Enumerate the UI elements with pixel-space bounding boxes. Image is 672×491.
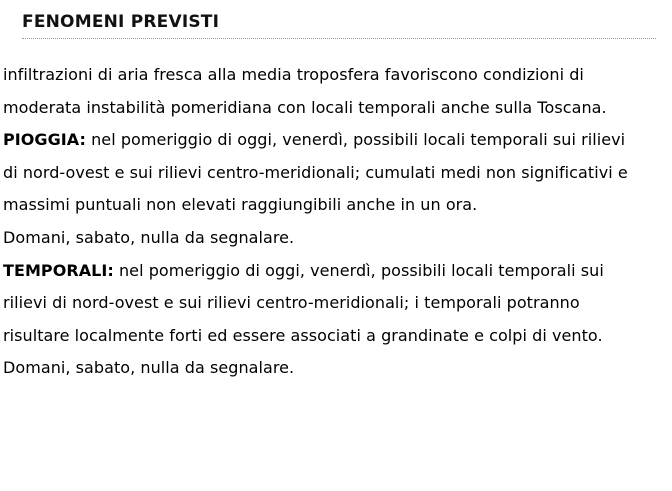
paragraph-text: Domani, sabato, nulla da segnalare. — [3, 227, 295, 247]
paragraph-text: nel pomeriggio di oggi, venerdì, possibili locali temporali sui rilievi di nord-ovest e sui rilievi centro-meridionali; cumulati medi non significativi e massimi puntuali non elevati raggiungibili anche in un ora. — [3, 130, 628, 215]
section-title: FENOMENI PREVISTI — [22, 12, 220, 32]
title-divider — [22, 38, 656, 39]
paragraph-temporali-domani — [3, 352, 633, 385]
paragraph-text: Domani, sabato, nulla da segnalare. — [3, 358, 295, 378]
forecast-body — [3, 59, 633, 385]
paragraph-text: nel pomeriggio di oggi, venerdì, possibili locali temporali sui rilievi di nord-ovest e sui rilievi centro-meridionali; i temporali potranno risultare localmente forti ed essere associati a grandinate e colpi di vento. — [3, 260, 604, 345]
paragraph-lead: PIOGGIA: — [3, 130, 86, 150]
paragraph-temporali — [3, 255, 633, 353]
paragraph-lead: TEMPORALI: — [3, 260, 114, 280]
paragraph-intro — [3, 59, 633, 124]
paragraph-pioggia-domani — [3, 222, 633, 255]
paragraph-pioggia — [3, 124, 633, 222]
paragraph-text: infiltrazioni di aria fresca alla media troposfera favoriscono condizioni di moderata instabilità pomeridiana con locali temporali anche sulla Toscana. — [3, 65, 607, 117]
forecast-section — [22, 0, 656, 39]
